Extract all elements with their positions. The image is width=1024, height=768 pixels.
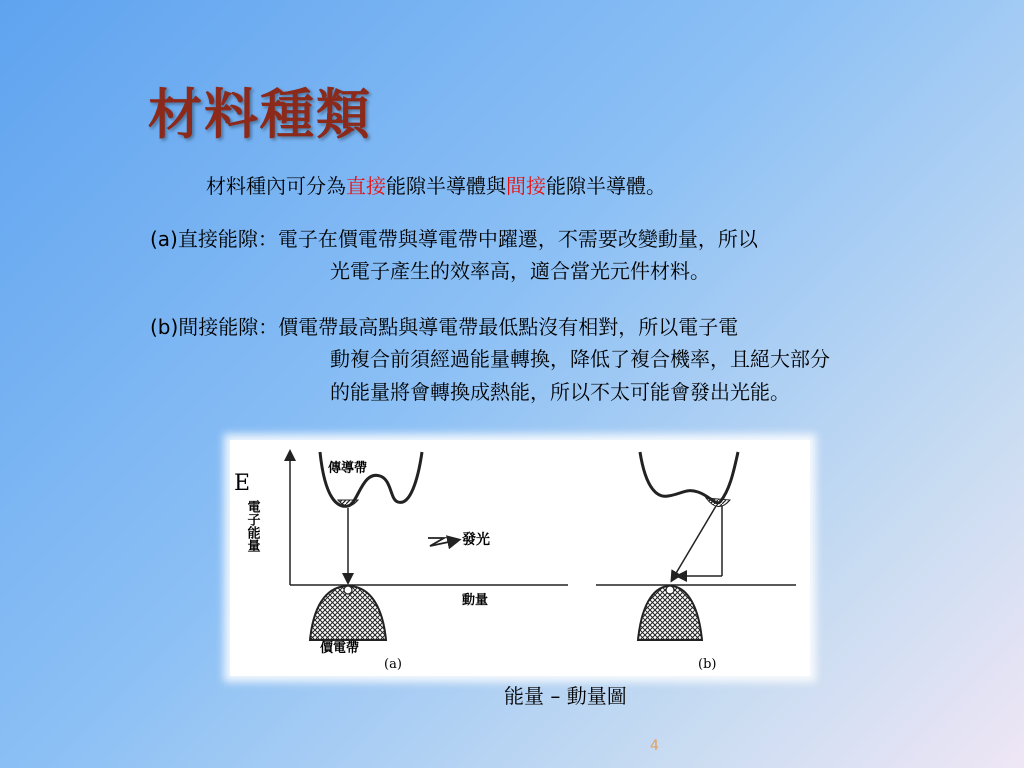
- intro-part2: 能隙半導體與: [386, 174, 506, 198]
- energy-axis-label: 電子能量: [244, 500, 260, 552]
- hole-b: [666, 586, 674, 594]
- band-diagram: [230, 440, 810, 676]
- point-b-line3: 的能量將會轉換成熱能，所以不太可能會發出光能。: [330, 380, 790, 404]
- intro-part3: 能隙半導體。: [546, 174, 666, 198]
- conduction-electrons-b: [706, 498, 730, 507]
- page-number: 4: [650, 738, 659, 754]
- conduction-band-curve-b: [640, 452, 738, 503]
- figure-label-b: (b): [698, 657, 717, 672]
- energy-momentum-figure: [230, 440, 810, 676]
- highlight-indirect: 間接: [506, 174, 546, 198]
- point-a-line2: 光電子產生的效率高，適合當光元件材料。: [330, 259, 710, 283]
- point-b-line1: (b)間接能隙：價電帶最高點與導電帶最低點沒有相對，所以電子電: [150, 315, 739, 339]
- emission-label: 發光: [462, 532, 490, 548]
- conduction-band-label: 傳導帶: [328, 461, 368, 476]
- axis-e-label: E: [234, 471, 251, 496]
- point-b-line2: 動複合前須經過能量轉換，降低了複合機率，且絕大部分: [330, 347, 830, 371]
- slide-title: 材料種類: [148, 83, 372, 146]
- highlight-direct: 直接: [346, 174, 386, 198]
- figure-caption: 能量 – 動量圖: [504, 684, 627, 708]
- emission-arrow: [428, 538, 458, 546]
- figure-label-a: (a): [384, 657, 402, 672]
- indirect-transition-arrow: [672, 506, 716, 580]
- intro-text: [206, 170, 666, 199]
- hole-a: [344, 586, 352, 594]
- valence-band-label: 價電帶: [320, 641, 360, 656]
- intro-part1: 材料種內可分為: [206, 174, 346, 198]
- momentum-label: 動量: [462, 593, 489, 608]
- point-a-line1: (a)直接能隙：電子在價電帶與導電帶中躍遷，不需要改變動量，所以: [150, 227, 758, 251]
